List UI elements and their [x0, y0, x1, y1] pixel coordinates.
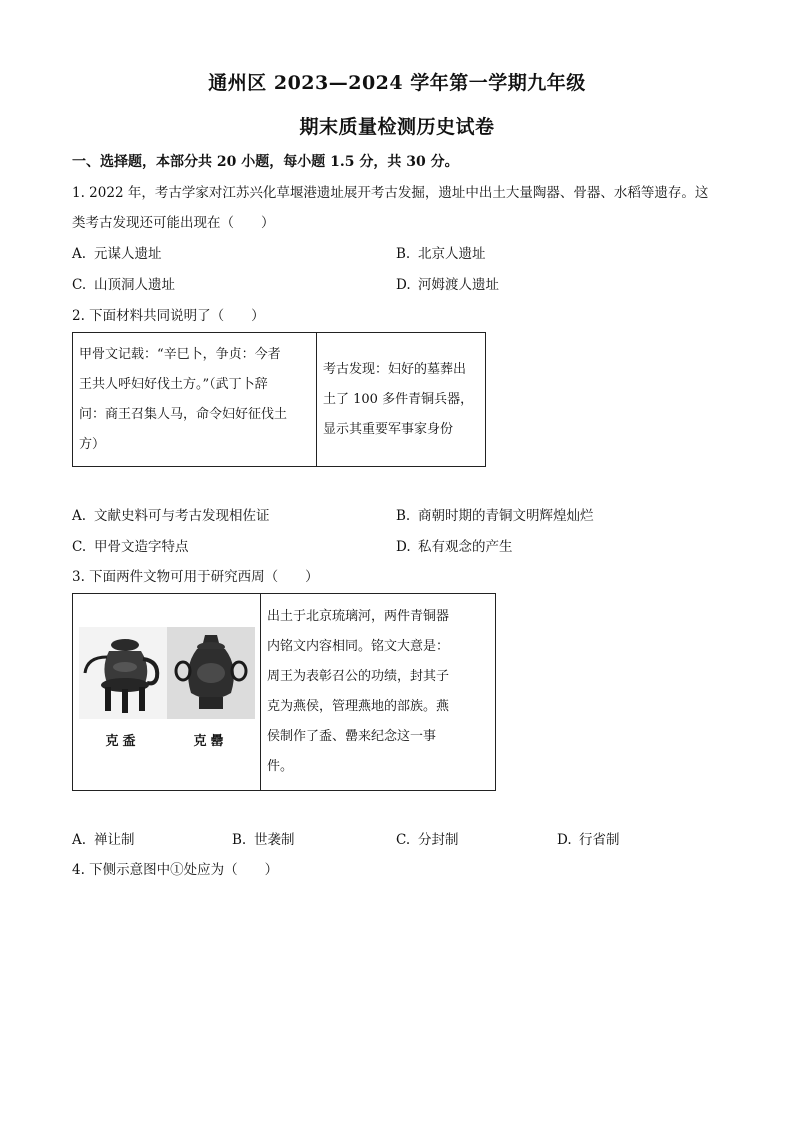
exam-title-line1: 通州区 2023—2024 学年第一学期九年级: [208, 72, 586, 94]
option-key: B.: [396, 508, 411, 524]
option-text: 文献史料可与考古发现相佐证: [94, 508, 270, 524]
bronze-lei-vessel-image: [167, 627, 255, 719]
question-3-material-table: [72, 593, 496, 791]
exam-title-line2: 期末质量检测历史试卷: [299, 116, 495, 138]
material-left-cell: [73, 333, 317, 467]
q1-option-b: [396, 244, 486, 264]
q1-option-c: [72, 275, 175, 295]
artifact-label-lei: 克罍: [193, 734, 228, 749]
artifact-lei: [167, 627, 255, 757]
q3-option-c: [396, 830, 459, 850]
question-1-stem: [72, 178, 732, 238]
option-key: C.: [72, 277, 87, 293]
q2-option-b: [396, 506, 594, 526]
option-text: 山顶洞人遗址: [94, 277, 175, 293]
option-text: 行省制: [579, 832, 620, 848]
q3-option-d: [557, 830, 620, 850]
artifact-photos: [73, 627, 260, 757]
option-text: 河姆渡人遗址: [418, 277, 499, 293]
option-key: A.: [72, 832, 87, 848]
section-heading: 一、选择题，本部分共 20 小题，每小题 1.5 分，共 30 分。: [72, 154, 459, 170]
material-line: 问：商王召集人马，命令妇好征伐土: [79, 406, 288, 422]
artifact-image-cell: [73, 594, 261, 791]
bronze-he-vessel-image: [79, 627, 167, 719]
material-line: 周王为表彰召公的功绩，封其子: [267, 669, 450, 684]
q3-option-b: [232, 830, 295, 850]
material-line: 侯制作了盉、罍来纪念这一事: [267, 729, 437, 744]
question-2-material-table: [72, 332, 486, 467]
option-text: 世袭制: [254, 832, 295, 848]
option-key: A.: [72, 508, 87, 524]
option-key: C.: [72, 539, 87, 555]
material-line: 显示其重要军事家身份: [323, 421, 454, 437]
artifact-he: [79, 627, 167, 757]
q2-option-a: [72, 506, 270, 526]
option-key: A.: [72, 246, 87, 262]
option-text: 分封制: [418, 832, 459, 848]
option-text: 甲骨文造字特点: [94, 539, 189, 555]
question-3-stem: 3. 下面两件文物可用于研究西周（ ）: [72, 569, 319, 585]
option-text: 禅让制: [94, 832, 135, 848]
question-2-stem: 2. 下面材料共同说明了（ ）: [72, 308, 265, 324]
option-key: D.: [396, 539, 411, 555]
material-line: 考古发现：妇好的墓葬出: [323, 361, 467, 377]
option-key: C.: [396, 832, 411, 848]
option-text: 商朝时期的青铜文明辉煌灿烂: [418, 508, 594, 524]
question-4-stem: 4. 下侧示意图中①处应为（ ）: [72, 862, 279, 878]
material-right-cell: [317, 333, 486, 467]
material-line: 出土于北京琉璃河，两件青铜器: [267, 609, 450, 624]
material-line: 王共人呼妇好伐土方。”（武丁卜辞: [79, 376, 268, 392]
material-line: 内铭文内容相同。铭文大意是：: [267, 639, 450, 654]
material-line: 件。: [267, 759, 294, 774]
option-key: B.: [232, 832, 247, 848]
q1-option-d: [396, 275, 499, 295]
q2-option-d: [396, 537, 513, 557]
artifact-description-cell: [261, 594, 496, 791]
option-text: 私有观念的产生: [418, 539, 513, 555]
artifact-label-he: 克盉: [105, 734, 140, 749]
option-key: B.: [396, 246, 411, 262]
material-line: 土了 100 多件青铜兵器，: [323, 391, 474, 407]
question-1-stem-line1: 1. 2022 年，考古学家对江苏兴化草堰港遗址展开考古发掘，遗址中出土大量陶器、骨器、水稻等遗存。这: [72, 185, 709, 201]
option-text: 元谋人遗址: [94, 246, 162, 262]
material-line: 方）: [79, 436, 106, 452]
q3-option-a: [72, 830, 135, 850]
question-1-stem-line2: 类考古发现还可能出现在（ ）: [72, 215, 275, 231]
q1-option-a: [72, 244, 162, 264]
option-text: 北京人遗址: [418, 246, 486, 262]
material-line: 甲骨文记载：“辛巳卜，争贞：今者: [79, 346, 281, 362]
option-key: D.: [557, 832, 572, 848]
material-line: 克为燕侯，管理燕地的部族。燕: [267, 699, 450, 714]
option-key: D.: [396, 277, 411, 293]
q2-option-c: [72, 537, 189, 557]
